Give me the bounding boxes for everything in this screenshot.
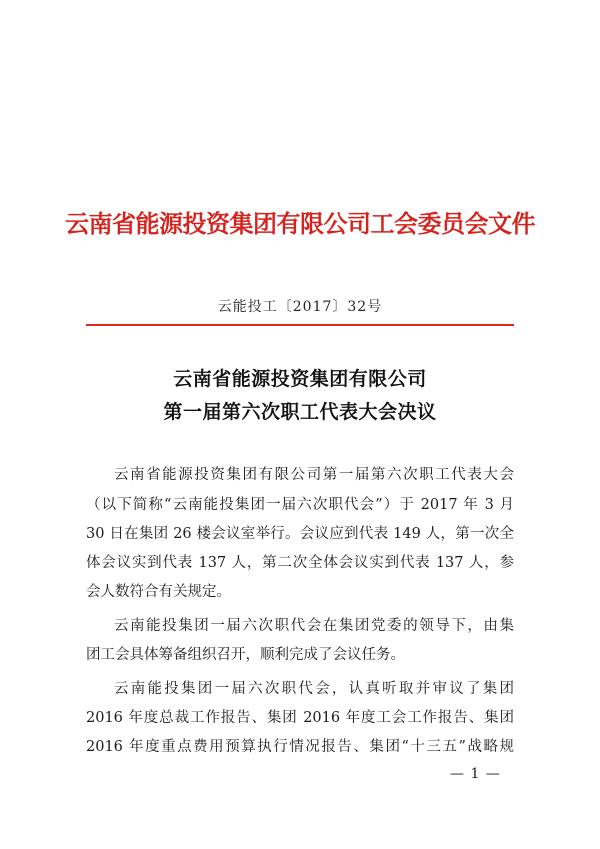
body-text-line: 2016 年度总裁工作报告、集团 2016 年度工会工作报告、集团 [86, 710, 514, 726]
body-text-line: 云南省能源投资集团有限公司第一届第六次职工代表大会 [114, 467, 514, 483]
page-number: — 1 — [450, 766, 501, 782]
document-issuer-title: 云南省能源投资集团有限公司工会委员会文件 [65, 210, 535, 238]
body-text-line: 云南能投集团一届六次职代会在集团党委的领导下，由集 [114, 618, 514, 634]
body-text-line: 云南能投集团一届六次职代会，认真听取并审议了集团 [114, 681, 514, 697]
resolution-title-line-1: 云南省能源投资集团有限公司 [173, 368, 427, 390]
document-number: 云能投工〔2017〕32号 [217, 299, 383, 315]
body-text-line: 2016 年度重点费用预算执行情况报告、集团“十三五”战略规 [86, 739, 514, 755]
body-text-line: 30 日在集团 26 楼会议室举行。会议应到代表 149 人，第一次全 [86, 526, 514, 542]
body-text-line: 体会议实到代表 137 人，第二次全体会议实到代表 137 人，参 [86, 555, 514, 571]
body-text-line: 会人数符合有关规定。 [86, 584, 231, 600]
resolution-title-line-2: 第一届第六次职工代表大会决议 [163, 401, 437, 423]
body-text-line: （以下简称“云南能投集团一届六次职代会”）于 2017 年 3 月 [86, 497, 514, 513]
red-divider-line [86, 324, 514, 326]
body-text-line: 团工会具体筹备组织召开，顺利完成了会议任务。 [86, 647, 405, 663]
